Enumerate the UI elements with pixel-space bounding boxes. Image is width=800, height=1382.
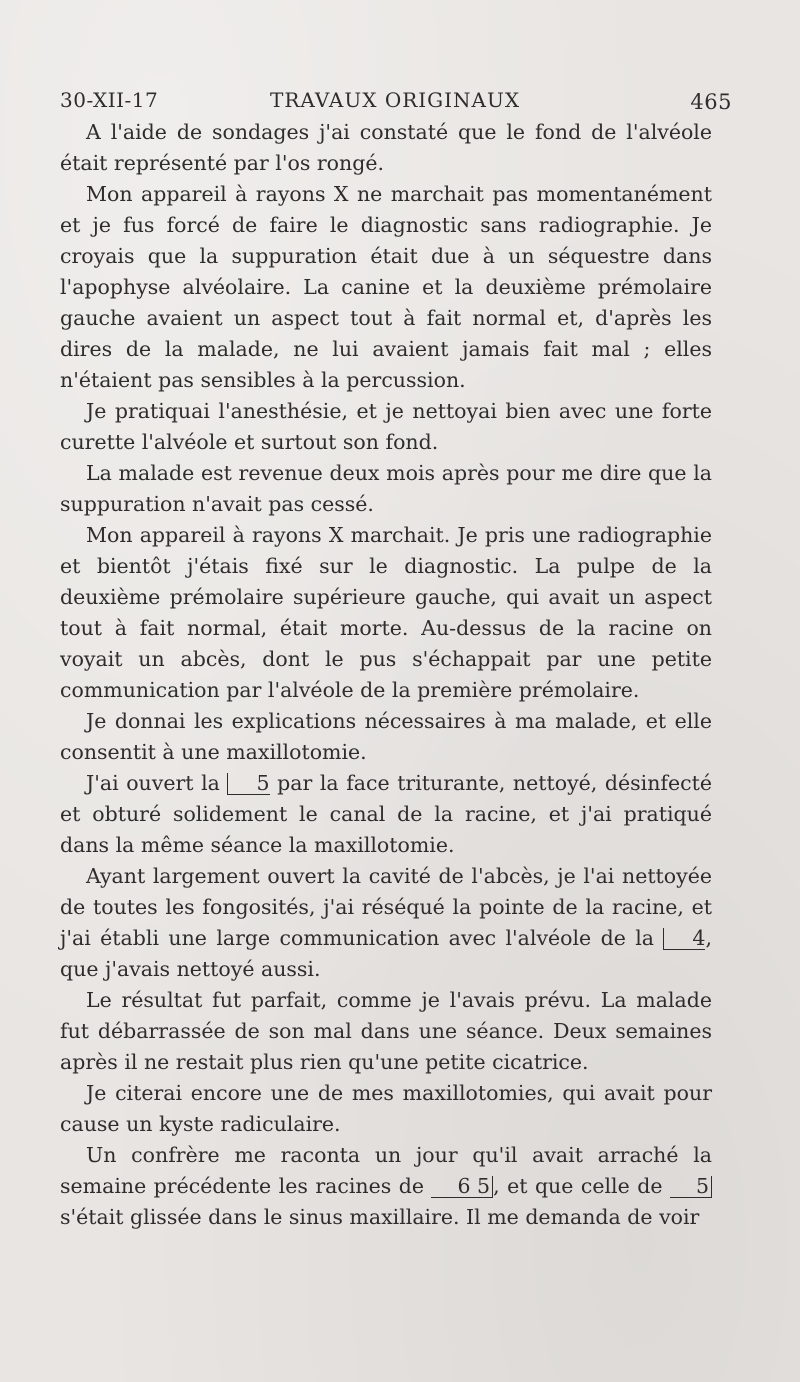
paragraph	[60, 861, 712, 985]
page-number: 465	[690, 90, 732, 114]
header-date: 30-XII-17	[60, 88, 159, 112]
paragraph: Le résultat fut parfait, comme je l'avais prévu. La malade fut débarrassée de son mal dans une séance. Deux semaines après il ne restait plus rien qu'une petite cicatrice.	[60, 988, 712, 1074]
text-run: J'ai ouvert la	[86, 771, 228, 795]
tooth-notation: 5	[670, 1176, 712, 1198]
body-text	[60, 117, 712, 1233]
paragraph: Je citerai encore une de mes maxillotomies, qui avait pour cause un kyste radiculaire.	[60, 1081, 712, 1136]
paragraph: La malade est revenue deux mois après pour me dire que la suppuration n'avait pas cessé.	[60, 461, 712, 516]
text-run: , et que celle de	[493, 1174, 670, 1198]
tooth-notation: 6 5	[431, 1176, 493, 1198]
text-run: Un confrère me raconta un jour qu'il avait arraché la semaine précédente les racines de	[60, 1143, 712, 1198]
paragraph: Je donnai les explications nécessaires à ma malade, et elle consentit à une maxillotomie.	[60, 709, 712, 764]
paragraph: Je pratiquai l'anesthésie, et je nettoyai bien avec une forte curette l'alvéole et surtout son fond.	[60, 399, 712, 454]
paragraph: Mon appareil à rayons X ne marchait pas momentanément et je fus forcé de faire le diagnostic sans radiographie. Je croyais que la suppuration était due à un séquestre dans l'apophyse alvéolaire. La canine et la deuxième prémolaire gauche avaient un aspect tout à fait normal et, d'après les dires de la malade, ne lui avaient jamais fait mal ; elles n'étaient pas sensibles à la percussion.	[60, 182, 712, 392]
text-run: par la face triturante, nettoyé, désinfecté et obturé solidement le canal de la racine, et j'ai pratiqué dans la même séance la maxillotomie.	[60, 771, 712, 857]
running-header	[60, 84, 732, 116]
paragraph	[60, 768, 712, 861]
paragraph: A l'aide de sondages j'ai constaté que le fond de l'alvéole était représenté par l'os rongé.	[60, 120, 712, 175]
text-run: Ayant largement ouvert la cavité de l'abcès, je l'ai nettoyée de toutes les fongosités, j'ai réséqué la pointe de la racine, et j'ai établi une large communication avec l'alvéole de la	[60, 864, 712, 950]
text-run: s'était glissée dans le sinus maxillaire. Il me demanda de voir	[60, 1205, 700, 1229]
paragraph: Mon appareil à rayons X marchait. Je pris une radiographie et bientôt j'étais fixé sur le diagnostic. La pulpe de la deuxième prémolaire supérieure gauche, qui avait un aspect tout à fait normal, était morte. Au-dessus de la racine on voyait un abcès, dont le pus s'échappait par une petite communication par l'alvéole de la première prémolaire.	[60, 523, 712, 702]
tooth-notation: 5	[227, 773, 269, 795]
text-run: , que j'avais nettoyé aussi.	[60, 926, 712, 981]
tooth-notation: 4	[663, 928, 705, 950]
header-section-title: TRAVAUX ORIGINAUX	[270, 88, 521, 112]
paragraph	[60, 1140, 712, 1233]
